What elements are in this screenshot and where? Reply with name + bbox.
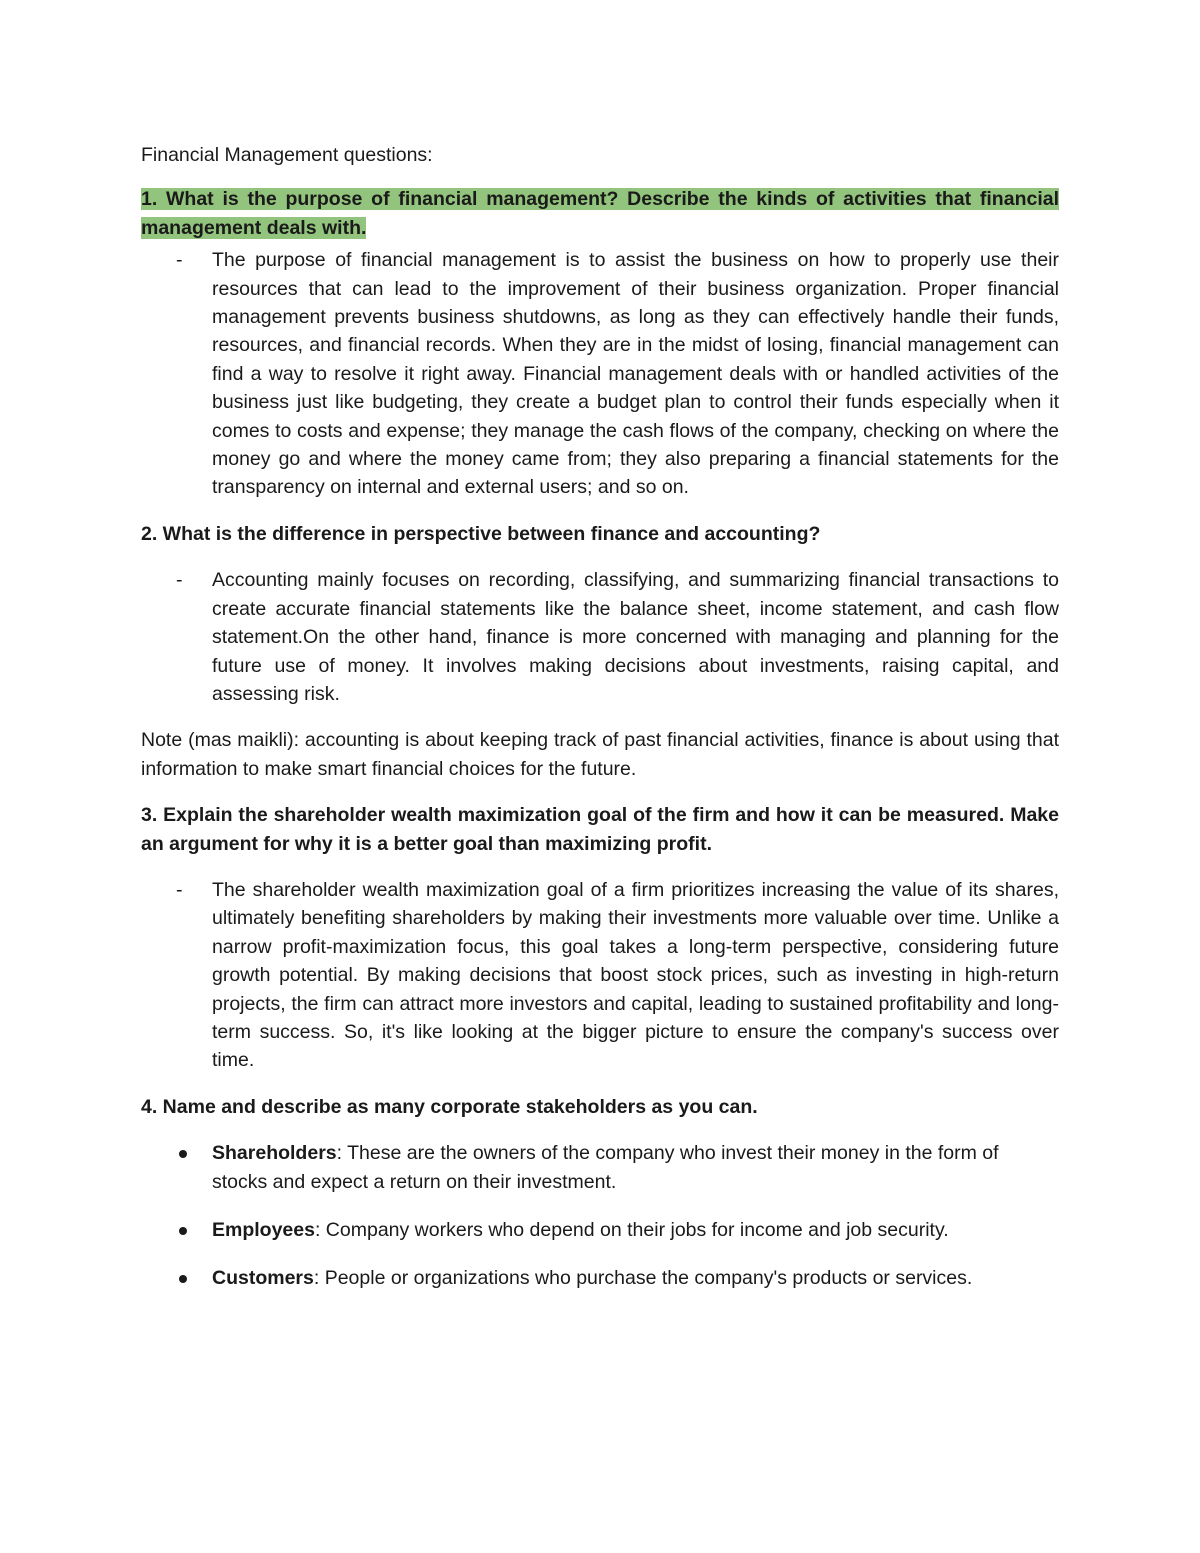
answer-2 bbox=[141, 566, 1059, 708]
stakeholder-item bbox=[141, 1264, 1059, 1292]
stakeholder-term: Shareholders bbox=[212, 1142, 337, 1165]
note-paragraph: Note (mas maikli): accounting is about keeping track of past financial activities, finance is about using that information to make smart financial choices for the future. bbox=[141, 729, 1059, 780]
stakeholder-desc: : These are the owners of the company who invest their money in the form of stocks and expect a return on their investment. bbox=[212, 1142, 999, 1193]
document-page bbox=[141, 141, 1059, 1313]
dash-bullet: - bbox=[176, 569, 183, 592]
stakeholder-item bbox=[141, 1216, 1059, 1244]
answer-3 bbox=[141, 876, 1059, 1075]
answer-3-text: The shareholder wealth maximization goal of a firm prioritizes increasing the value of its shares, ultimately benefiting shareholders by making their investments more valuable over time. Unlike a narrow profit-maximization focus, this goal takes a long-term perspective, considering future growth potential. By making decisions that boost stock prices, such as investing in high-return projects, the firm can attract more investors and capital, leading to sustained profitability and long-term success. So, it's like looking at the bigger picture to ensure the company's success over time. bbox=[212, 878, 1059, 1072]
question-1 bbox=[141, 185, 1059, 242]
answer-1-text: The purpose of financial management is to assist the business on how to properly use their resources that can lead to the improvement of their business organization. Proper financial management prevents business shutdowns, as long as they can effectively handle their funds, resources, and financial records. When they are in the midst of losing, financial management can find a way to resolve it right away. Financial management deals with or handled activities of the business just like budgeting, they create a budget plan to control their funds especially when it comes to costs and expense; they manage the cash flows of the company, checking on where the money go and where the money came from; they also preparing a financial statements for the transparency on internal and external users; and so on. bbox=[212, 249, 1059, 499]
stakeholder-item bbox=[141, 1139, 1059, 1196]
answer-2-text: Accounting mainly focuses on recording, classifying, and summarizing financial transactions to create accurate financial statements like the balance sheet, income statement, and cash flow statement.On the other hand, finance is more concerned with managing and planning for the future use of money. It involves making decisions about investments, raising capital, and assessing risk. bbox=[212, 569, 1059, 705]
dash-bullet: - bbox=[176, 249, 183, 272]
stakeholder-desc: : Company workers who depend on their jobs for income and job security. bbox=[314, 1219, 949, 1241]
stakeholder-desc: : People or organizations who purchase the company's products or services. bbox=[313, 1267, 973, 1290]
bullet-dot-icon bbox=[179, 1227, 187, 1235]
dash-bullet: - bbox=[176, 878, 183, 901]
bullet-dot-icon bbox=[179, 1275, 187, 1283]
question-1-highlight: 1. What is the purpose of financial management? Describe the kinds of activities that financial management deals with. bbox=[141, 188, 1059, 239]
stakeholder-term: Employees bbox=[212, 1219, 315, 1241]
bullet-dot-icon bbox=[179, 1150, 187, 1158]
answer-1 bbox=[141, 246, 1059, 502]
question-3: 3. Explain the shareholder wealth maximization goal of the firm and how it can be measured. Make an argument for why it is a better goal than maximizing profit. bbox=[141, 804, 1059, 855]
stakeholder-term: Customers bbox=[212, 1267, 314, 1290]
question-4: 4. Name and describe as many corporate stakeholders as you can. bbox=[141, 1095, 758, 1118]
question-2: 2. What is the difference in perspective between finance and accounting? bbox=[141, 522, 821, 545]
document-title: Financial Management questions: bbox=[141, 144, 433, 166]
